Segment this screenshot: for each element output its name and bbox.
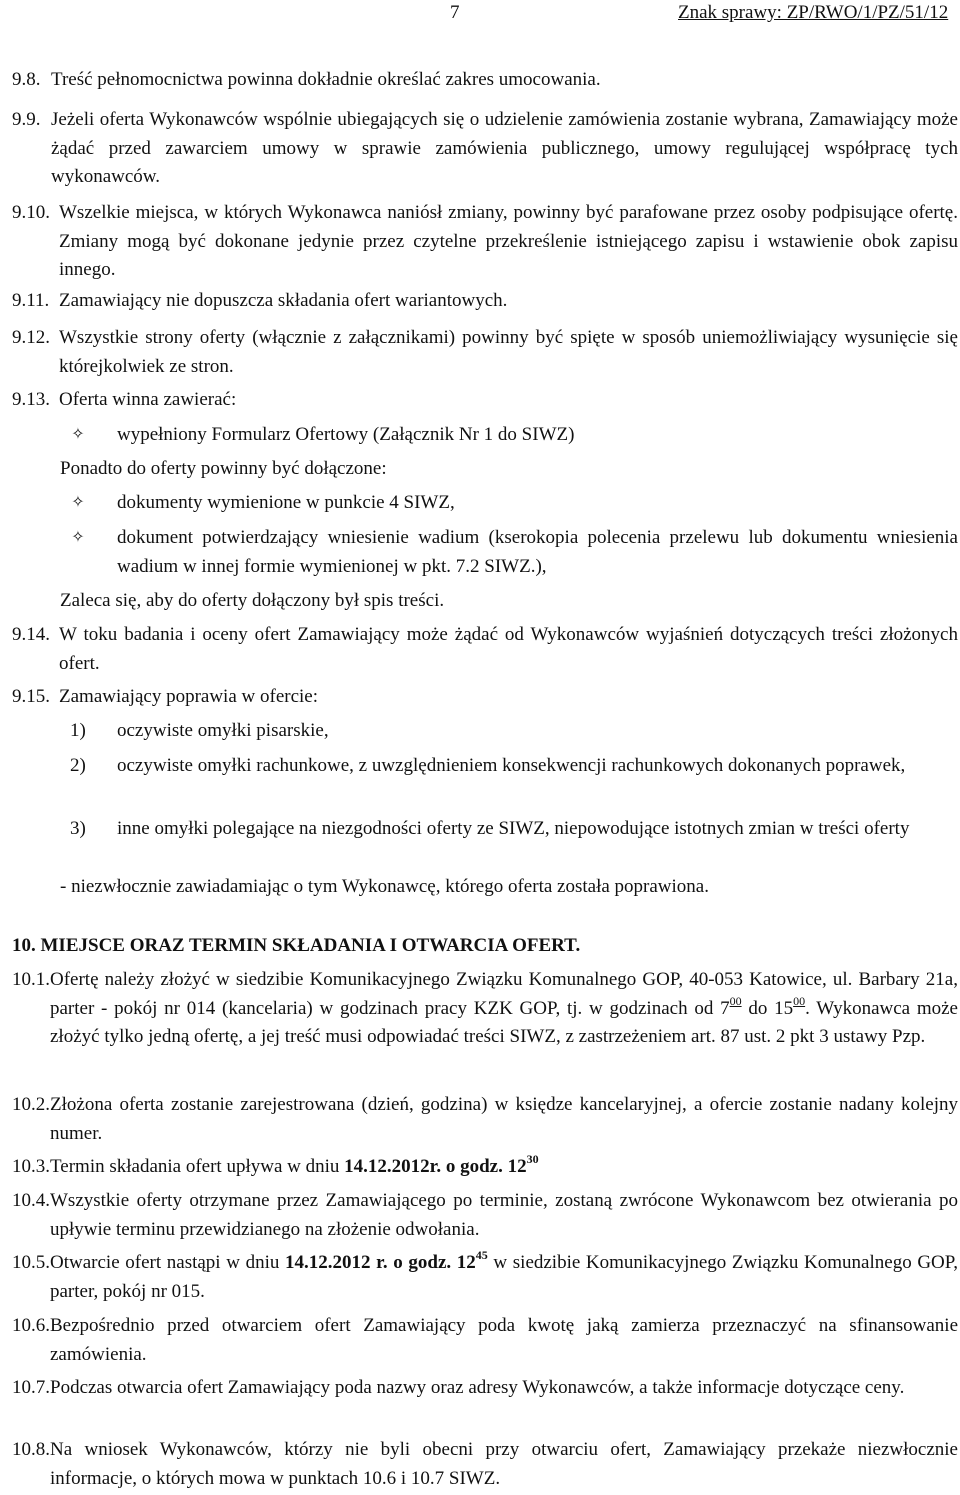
clause-10-2	[12, 1091, 958, 1149]
clause-text: Wszelkie miejsca, w których Wykonawca naniósł zmiany, powinny być parafowane przez osoby podpisujące ofertę. Zmiany mogą być dokonane jedynie przez czytelne przekreślenie istniejącego zapisu i wstawienie obok zapisu innego.	[59, 202, 958, 280]
clause-number: 10.4.	[12, 1190, 50, 1211]
clause-number: 9.15.	[12, 686, 50, 707]
clause-9-10	[12, 199, 958, 285]
clause-number: 10.3.	[12, 1156, 50, 1177]
clause-text: Na wniosek Wykonawców, którzy nie byli obecni przy otwarciu ofert, Zamawiający przekaże niezwłocznie informacje, o których mowa w punktach 10.6 i 10.7 SIWZ.	[50, 1439, 958, 1489]
clause-10-6	[12, 1312, 958, 1370]
diamond-bullet-icon: ✧	[71, 494, 85, 511]
clause-text: Zamawiający nie dopuszcza składania ofert wariantowych.	[59, 290, 508, 311]
clause-number: 9.13.	[12, 389, 50, 410]
bullet-item: wypełniony Formularz Ofertowy (Załącznik Nr 1 do SIWZ)	[117, 424, 575, 445]
clause-10-8	[12, 1436, 958, 1494]
clause-number: 10.2.	[12, 1094, 50, 1115]
clause-number: 9.11.	[12, 290, 50, 311]
clause-number: 9.10.	[12, 202, 50, 223]
clause-text: Złożona oferta zostanie zarejestrowana (dzień, godzina) w księdze kancelaryjnej, a ofercie zostanie nadany kolejny numer.	[50, 1094, 958, 1144]
clause-text: W toku badania i oceny ofert Zamawiający może żądać od Wykonawców wyjaśnień dotyczących treści złożonych ofert.	[59, 624, 958, 674]
clause-number: 9.14.	[12, 624, 50, 645]
list-item: oczywiste omyłki rachunkowe, z uwzględnieniem konsekwencji rachunkowych dokonanych poprawek,	[117, 755, 906, 776]
clause-9-14	[12, 621, 958, 679]
clause-10-5	[12, 1249, 958, 1307]
paragraph-text: Zaleca się, aby do oferty dołączony był spis treści.	[60, 590, 445, 611]
clause-number: 9.9.	[12, 109, 41, 130]
clause-number: 10.8.	[12, 1439, 50, 1460]
clause-text: Wszystkie oferty otrzymane przez Zamawiającego po terminie, zostaną zwrócone Wykonawcom bez otwierania po upływie terminu przewidzianego na złożenie odwołania.	[50, 1190, 958, 1240]
clause-10-7	[12, 1374, 958, 1432]
section-heading: 10. MIEJSCE ORAZ TERMIN SKŁADANIA I OTWARCIA OFERT.	[12, 935, 581, 956]
list-number: 3)	[70, 818, 86, 839]
clause-text: Otwarcie ofert nastąpi w dniu 14.12.2012 r. o godz. $12^{45}$ w siedzibie Komunikacyjnego Związku Komunalnego GOP, parter, pokój nr 015.	[50, 1248, 958, 1302]
clause-number: 10.1.	[12, 969, 50, 990]
clause-number: 9.12.	[12, 327, 50, 348]
clause-number: 9.8.	[12, 69, 41, 90]
case-reference: Znak sprawy: ZP/RWO/1/PZ/51/12	[678, 2, 949, 23]
diamond-bullet-icon: ✧	[71, 426, 85, 443]
clause-number: 10.5.	[12, 1252, 50, 1273]
clause-number: 10.7.	[12, 1377, 50, 1398]
clause-text: Ofertę należy złożyć w siedzibie Komunikacyjnego Związku Komunalnego GOP, 40-053 Katowice, ul. Barbary 21a, parter - pokój nr 014 (kancelaria) w godzinach pracy KZK GOP, tj. w godzinach od $7^{00}$ do $15^{00}$. Wykonawca może złożyć tylko jedną ofertę, a jej treść musi odpowiadać treści SIWZ, z zastrzeżeniem art. 87 ust. 2 pkt 3 ustawy Pzp.	[50, 969, 958, 1047]
clause-text: Bezpośrednio przed otwarciem ofert Zamawiający poda kwotę jaką zamierza przeznaczyć na sfinansowanie zamówienia.	[50, 1315, 958, 1365]
list-item: inne omyłki polegające na niezgodności oferty ze SIWZ, niepowodujące istotnych zmian w treści oferty	[117, 818, 910, 839]
clause-9-12	[12, 324, 958, 382]
clause-9-13	[12, 386, 958, 416]
clause-10-4	[12, 1187, 958, 1245]
clause-text: Oferta winna zawierać:	[59, 389, 237, 410]
diamond-bullet-icon: ✧	[71, 529, 85, 546]
clause-10-1	[12, 966, 958, 1082]
paragraph-text: Ponadto do oferty powinny być dołączone:	[60, 458, 387, 479]
clause-number: 10.6.	[12, 1315, 50, 1336]
list-number: 1)	[70, 720, 86, 741]
clause-9-9	[12, 106, 958, 192]
clause-10-3	[12, 1153, 958, 1183]
clause-9-8	[12, 66, 958, 96]
bullet-item: dokument potwierdzający wniesienie wadium (kserokopia polecenia przelewu lub dokumentu wniesienia wadium w innej formie wymienionej w pkt. 7.2 SIWZ.),	[117, 527, 958, 577]
page-number: 7	[450, 2, 460, 23]
clause-text: Jeżeli oferta Wykonawców wspólnie ubiegających się o udzielenie zamówienia zostanie wybrana, Zamawiający może żądać przed zawarciem umowy w sprawie zamówienia publicznego, umowy regulującej współpracę tych wykonawców.	[51, 109, 958, 187]
clause-9-15	[12, 683, 958, 713]
paragraph-text: - niezwłocznie zawiadamiając o tym Wykonawcę, którego oferta została poprawiona.	[60, 876, 709, 897]
clause-text: Podczas otwarcia ofert Zamawiający poda nazwy oraz adresy Wykonawców, a także informacje dotyczące ceny.	[50, 1377, 905, 1398]
clause-text: Zamawiający poprawia w ofercie:	[59, 686, 319, 707]
clause-9-11	[12, 287, 958, 317]
list-number: 2)	[70, 755, 86, 776]
list-item: oczywiste omyłki pisarskie,	[117, 720, 329, 741]
clause-text: Treść pełnomocnictwa powinna dokładnie określać zakres umocowania.	[51, 69, 601, 90]
bullet-item: dokumenty wymienione w punkcie 4 SIWZ,	[117, 492, 455, 513]
clause-text: Wszystkie strony oferty (włącznie z załącznikami) powinny być spięte w sposób uniemożliwiający wysunięcie się którejkolwiek ze stron.	[59, 327, 958, 377]
clause-text: Termin składania ofert upływa w dniu 14.12.2012r. o godz. $12^{30}$	[50, 1152, 539, 1177]
